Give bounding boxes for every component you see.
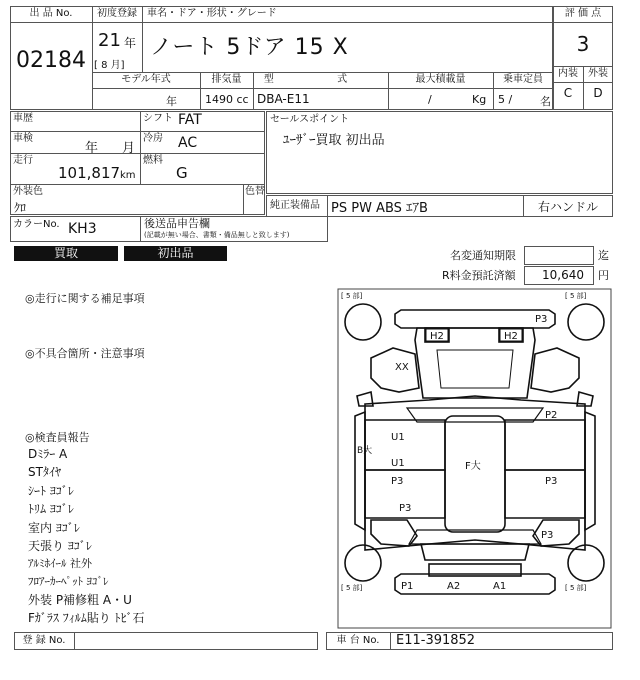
mark-headlight-left: H2 <box>430 331 444 342</box>
mark-rear-bumper-center: A2 <box>447 581 461 592</box>
history-label: 車歴 <box>13 113 33 124</box>
mark-headlight-right: H2 <box>504 331 518 342</box>
mark-rear-bumper-left: P1 <box>401 581 414 592</box>
sales-point-label: セールスポイント <box>270 114 350 125</box>
sales-point-value: ﾕｰｻﾞｰ買取 初出品 <box>283 133 385 148</box>
mark-left-side: B大 <box>357 446 373 456</box>
mark-rear-door-right: P3 <box>545 476 558 487</box>
front-door-left <box>365 420 445 470</box>
inspection-label: 車検 <box>13 133 33 144</box>
shift-value: FAT <box>178 112 202 128</box>
registration-year-unit: 年 <box>124 36 137 50</box>
diagram-frame <box>338 289 611 628</box>
tire-label-rear-right: [ 5 部] <box>565 584 587 592</box>
front-fender-right <box>531 348 579 392</box>
inspection-year-unit: 年 <box>85 141 99 156</box>
inspector-item: Fｶﾞﾗｽ ﾌｨﾙﾑ貼り ﾄﾋﾞ石 <box>28 611 145 625</box>
ac-value: AC <box>178 135 198 151</box>
inspector-item: ﾄﾘﾑ ﾖｺﾞﾚ <box>28 502 74 516</box>
inspector-item: Dﾐﾗｰ A <box>28 447 68 461</box>
badge-buyout: 買取 <box>14 246 118 261</box>
mark-rear-quarter-left: P3 <box>399 503 412 514</box>
fuel-value: G <box>176 164 188 182</box>
name-change-deadline-box <box>524 246 594 265</box>
steering-value: 右ハンドル <box>537 200 598 214</box>
exterior-color-value: ｸﾛ <box>14 201 27 215</box>
driving-notes-title: ◎走行に関する補足事項 <box>25 292 145 305</box>
mark-front-bumper: P3 <box>535 314 548 325</box>
recycle-fee-label: R料金預託済額 <box>442 269 516 282</box>
inspector-item: 外装 P補修粗 A・U <box>28 593 132 607</box>
capacity-unit: 名 <box>540 95 551 108</box>
color-number-label: カラーNo. <box>13 219 60 230</box>
max-load-slash: / <box>428 93 432 106</box>
lot-number-label: 出 品 No. <box>29 8 73 19</box>
overall-score: 3 <box>576 32 590 56</box>
model-type-label: 型 式 <box>263 74 378 85</box>
exterior-grade-label: 外装 <box>588 68 608 79</box>
car-name-label: 車名・ドア・形状・グレード <box>147 8 277 19</box>
mileage-label: 走行 <box>13 155 33 166</box>
inspector-item: 室内 ﾖｺﾞﾚ <box>28 521 80 535</box>
chassis-number-label: 車 台 No. <box>336 635 380 646</box>
name-change-deadline-label: 名変通知期限 <box>450 249 516 262</box>
inspector-item: ﾌﾛｱｰｶｰﾍﾟｯﾄ ﾖｺﾞﾚ <box>28 575 109 588</box>
inspector-item: 天張り ﾖｺﾞﾚ <box>28 539 92 553</box>
later-report-label: 後送品申告欄 <box>144 217 210 230</box>
roof <box>445 416 505 532</box>
exterior-grade: D <box>593 86 603 100</box>
tire-front-left <box>345 304 381 340</box>
lot-number: 02184 <box>16 48 86 73</box>
first-registration-label: 初度登録 <box>97 8 137 19</box>
color-number-value: KH3 <box>68 221 97 237</box>
color-change-label: 色替 <box>245 186 265 197</box>
tire-front-right <box>568 304 604 340</box>
name-change-deadline-unit: 迄 <box>598 249 609 262</box>
equipment-label: 純正装備品 <box>270 200 320 211</box>
details-frame <box>10 111 265 215</box>
tire-label-front-left: [ 5 部] <box>341 292 363 300</box>
trunk-lid <box>421 544 529 560</box>
max-load-unit: Kg <box>472 93 487 106</box>
badge-first-listing: 初出品 <box>124 246 227 261</box>
displacement-label: 排気量 <box>211 74 242 85</box>
car-name: ノート 5ドア 15 X <box>150 35 349 60</box>
capacity-value: 5 / <box>498 93 513 106</box>
tire-rear-left <box>345 545 381 581</box>
damage-diagram <box>337 288 613 630</box>
registration-month: [ 8 月] <box>94 60 125 71</box>
shift-label: シフト <box>143 113 173 124</box>
inspector-item: STﾀｲﾔ <box>28 465 61 479</box>
mark-rear-door-left-u: U1 <box>391 458 405 469</box>
tire-rear-right <box>568 545 604 581</box>
mark-front-fender-left: XX <box>395 362 409 373</box>
mark-rear-quarter-right: P3 <box>541 530 554 541</box>
score-label: 評 価 点 <box>564 8 602 19</box>
interior-grade-label: 内装 <box>558 68 578 79</box>
interior-grade: C <box>563 86 573 100</box>
mark-front-door-right: P2 <box>545 410 558 421</box>
inspector-item: ｱﾙﾐﾎｲｰﾙ 社外 <box>28 557 92 570</box>
displacement-value: 1490 cc <box>205 93 249 106</box>
mark-front-door-left: U1 <box>391 432 405 443</box>
front-bumper <box>395 310 555 328</box>
tire-label-rear-left: [ 5 部] <box>341 584 363 592</box>
defect-notes-title: ◎不具合箇所・注意事項 <box>25 347 145 360</box>
exterior-color-label: 外装色 <box>13 186 43 197</box>
capacity-label: 乗車定員 <box>503 74 543 85</box>
fuel-label: 燃料 <box>143 155 163 166</box>
inspector-report-title: ◎検査員報告 <box>25 431 90 444</box>
ac-label: 冷房 <box>143 133 163 144</box>
max-load-label: 最大積載量 <box>415 74 466 85</box>
model-type-value: DBA-E11 <box>257 92 310 106</box>
inspection-month-unit: 月 <box>122 141 136 156</box>
chassis-number-value: E11-391852 <box>396 633 476 648</box>
later-report-note: (記載が無い場合、書類・備品無しと致します) <box>144 231 290 239</box>
equipment-value: PS PW ABS ｴｱB <box>331 201 428 216</box>
mileage-unit: km <box>120 170 136 181</box>
recycle-fee-value: 10,640 <box>542 268 584 282</box>
model-year-unit: 年 <box>166 95 177 108</box>
model-year-label: モデル年式 <box>121 74 171 85</box>
inspector-item: ｼｰﾄ ﾖｺﾞﾚ <box>28 484 74 498</box>
mark-roof: F大 <box>465 461 481 472</box>
rear-bumper <box>395 574 555 594</box>
front-door-right <box>505 420 585 470</box>
registration-number-label: 登 録 No. <box>22 635 66 646</box>
tire-label-front-right: [ 5 部] <box>565 292 587 300</box>
recycle-fee-unit: 円 <box>598 269 609 282</box>
mark-rear-bumper-right: A1 <box>493 581 507 592</box>
registration-year: 21 <box>98 30 121 51</box>
mileage-value: 101,817 <box>58 164 121 182</box>
mark-rear-door-left-p: P3 <box>391 476 404 487</box>
